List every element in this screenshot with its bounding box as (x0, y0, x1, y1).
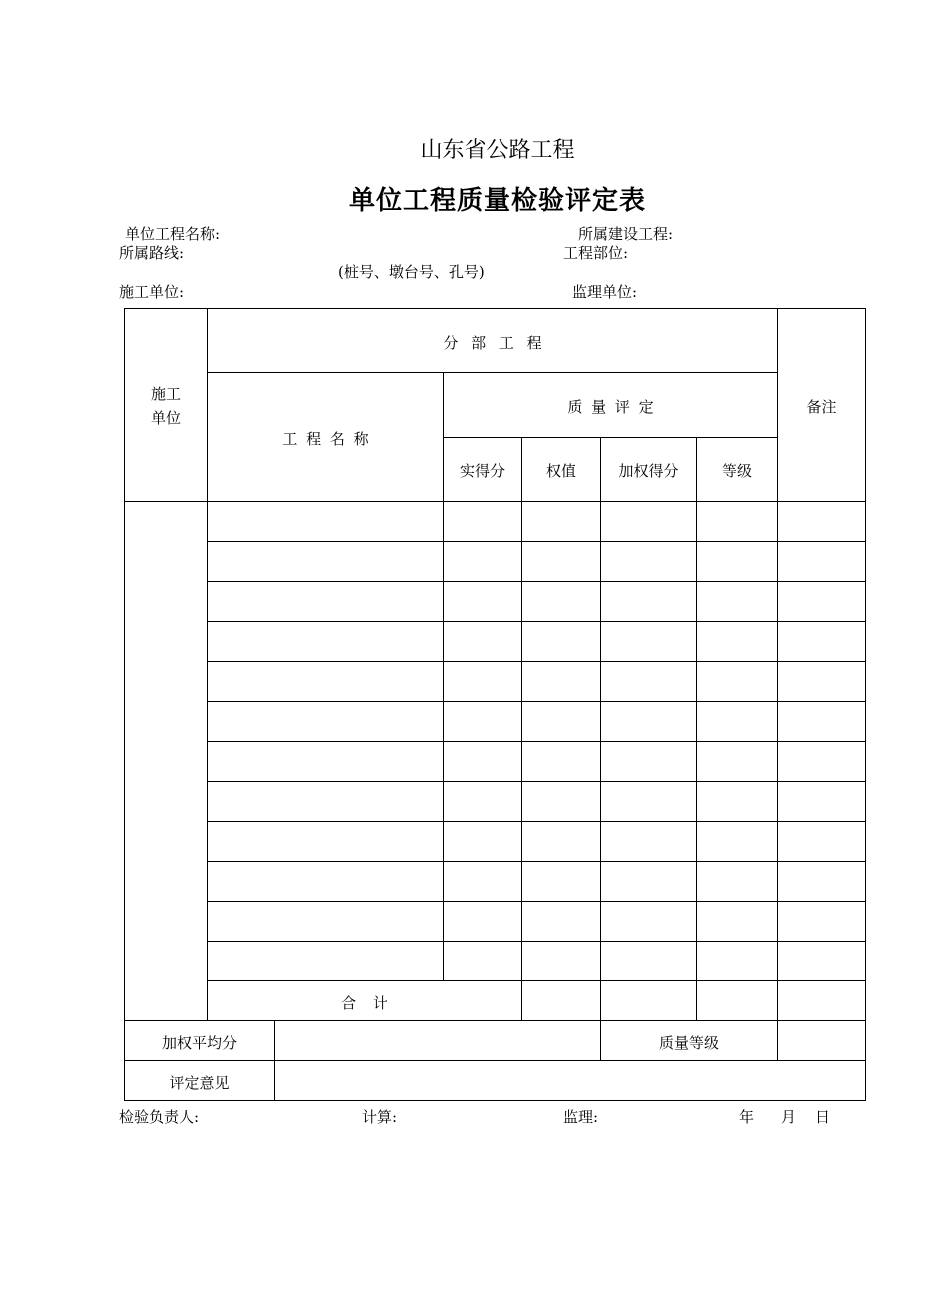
supervision-unit-label: 监理单位: (572, 283, 638, 301)
column-grade: 等级 (721, 462, 752, 480)
column-actual-score: 实得分 (459, 462, 505, 480)
org-title: 山东省公路工程 (420, 138, 575, 163)
route-label: 所属路线: (119, 244, 185, 262)
remarks-header: 备注 (806, 398, 837, 416)
unit-project-name-label: 单位工程名称: (125, 225, 221, 243)
total-label: 合 计 (341, 994, 388, 1012)
location-note: (桩号、墩台号、孔号) (338, 263, 485, 281)
day-label: 日 (815, 1108, 831, 1126)
quality-grade-label: 质量等级 (658, 1034, 719, 1052)
column-weight: 权值 (545, 462, 576, 480)
project-location-label: 工程部位: (563, 244, 629, 262)
parent-construction-label: 所属建设工程: (578, 225, 674, 243)
evaluation-opinion-label: 评定意见 (169, 1074, 230, 1092)
form-title: 单位工程质量检验评定表 (348, 186, 646, 216)
year-label: 年 (739, 1108, 755, 1126)
construction-unit-label: 施工单位: (119, 283, 185, 301)
month-label: 月 (781, 1108, 797, 1126)
column-weighted-score: 加权得分 (618, 462, 679, 480)
weighted-average-label: 加权平均分 (161, 1034, 237, 1052)
project-name-header: 工 程 名 称 (282, 430, 369, 448)
calculation-label: 计算: (362, 1108, 398, 1126)
supervisor-label: 监理: (563, 1108, 599, 1126)
sub-project-header: 分 部 工 程 (443, 334, 542, 352)
quality-eval-header: 质 量 评 定 (567, 398, 654, 416)
construction-unit-header: 施工 单位 (150, 385, 181, 427)
inspector-label: 检验负责人: (119, 1108, 200, 1126)
